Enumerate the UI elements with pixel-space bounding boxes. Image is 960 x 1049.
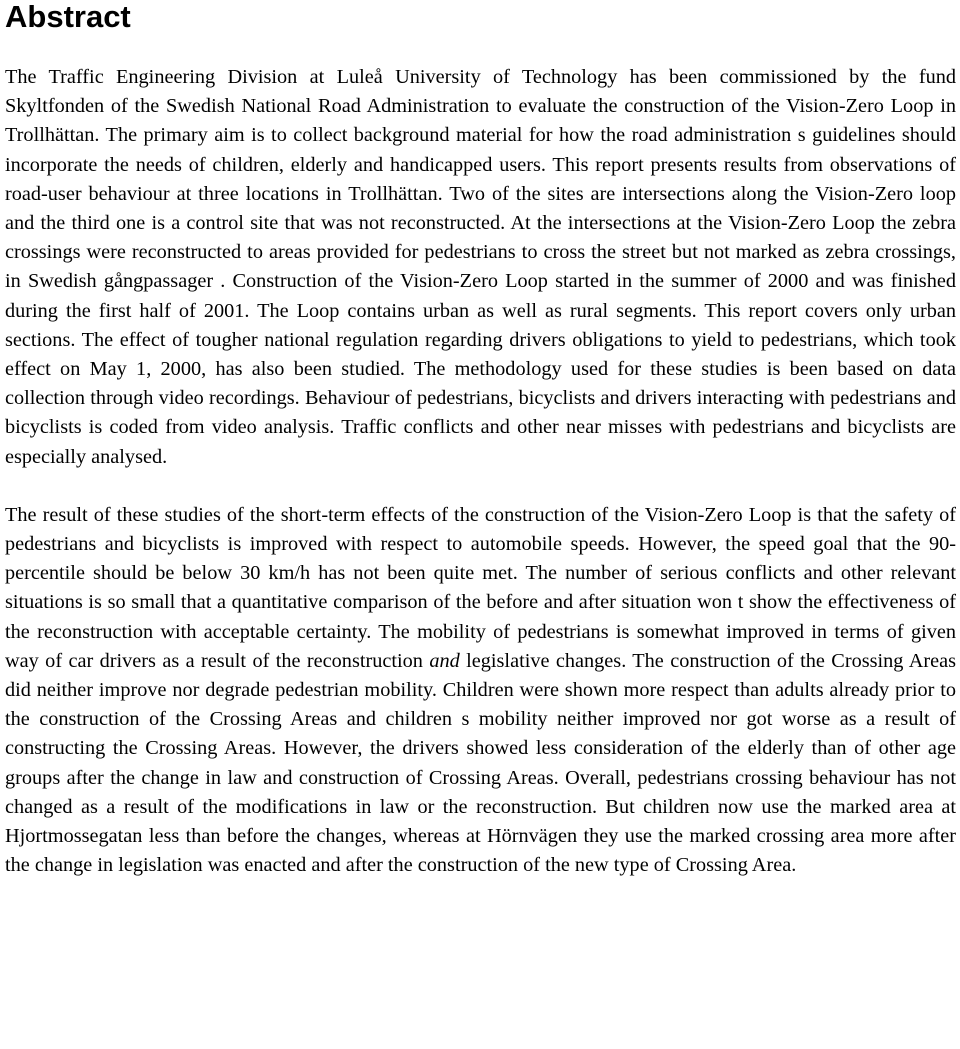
paragraph-2-italic-word: and [429, 649, 460, 672]
paragraph-2-text-end: legislative changes. The construction of the Crossing Areas did neither improve nor degrade pedestrian mobility. Children were shown more respect than adults already prior to the construction of the Crossing Areas and children s mobility neither improved nor got worse as a result of constructing the Crossing Areas. However, the drivers showed less consideration of the elderly than of other age groups after the change in law and construction of Crossing Areas. Overall, pedestrians crossing behaviour has not changed as a result of the modifications in law or the reconstruction. But children now use the marked area at Hjortmossegatan less than before the changes, whereas at Hörnvägen they use the marked crossing area more after the change in legislation was enacted and after the construction of the new type of Crossing Area. [5, 649, 956, 877]
abstract-paragraph-2 [5, 501, 956, 881]
paragraph-2-text-start: The result of these studies of the short-term effects of the construction of the Vision-Zero Loop is that the safety of pedestrians and bicyclists is improved with respect to automobile speeds. However, the speed goal that the 90-percentile should be below 30 km/h has not been quite met. The number of serious conflicts and other relevant situations is so small that a quantitative comparison of the before and after situation won t show the effectiveness of the reconstruction with acceptable certainty. The mobility of pedestrians is somewhat improved in terms of given way of car drivers as a result of the reconstruction [5, 503, 956, 672]
abstract-paragraph-1: The Traffic Engineering Division at Luleå University of Technology has been commissioned by the fund Skyltfonden of the Swedish National Road Administration to evaluate the construction of the Vision-Zero Loop in Trollhättan. The primary aim is to collect background material for how the road administration s guidelines should incorporate the needs of children, elderly and handicapped users. This report presents results from observations of road-user behaviour at three locations in Trollhättan. Two of the sites are intersections along the Vision-Zero loop and the third one is a control site that was not reconstructed. At the intersections at the Vision-Zero Loop the zebra crossings were reconstructed to areas provided for pedestrians to cross the street but not marked as zebra crossings, in Swedish gångpassager . Construction of the Vision-Zero Loop started in the summer of 2000 and was finished during the first half of 2001. The Loop contains urban as well as rural segments. This report covers only urban sections. The effect of tougher national regulation regarding drivers obligations to yield to pedestrians, which took effect on May 1, 2000, has also been studied. The methodology used for these studies is been based on data collection through video recordings. Behaviour of pedestrians, bicyclists and drivers interacting with pedestrians and bicyclists is coded from video analysis. Traffic conflicts and other near misses with pedestrians and bicyclists are especially analysed. [5, 66, 956, 468]
section-heading: Abstract [5, 0, 131, 34]
